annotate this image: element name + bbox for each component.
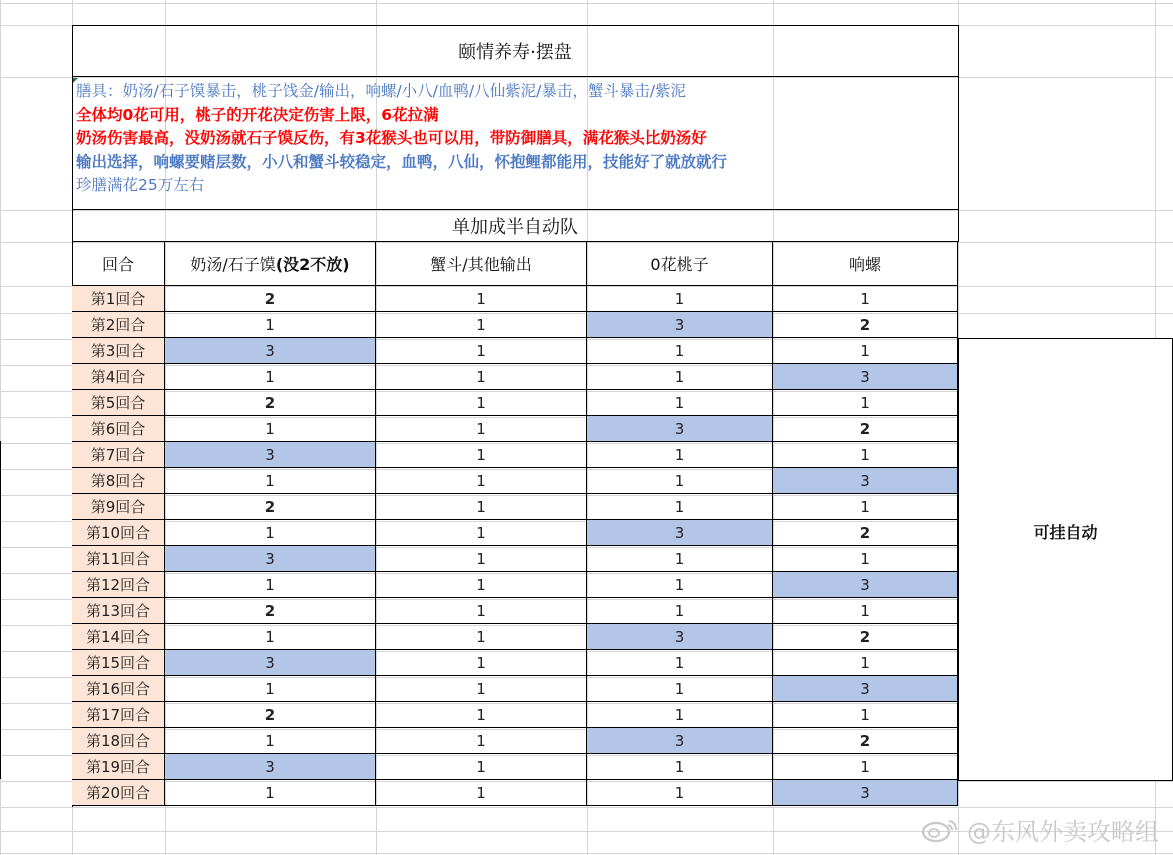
table-cell[interactable]: 1	[587, 572, 773, 598]
table-cell[interactable]: 1	[376, 390, 587, 416]
table-cell[interactable]: 1	[376, 676, 587, 702]
weibo-logo-icon	[919, 817, 961, 843]
table-cell[interactable]: 1	[587, 676, 773, 702]
table-cell[interactable]: 1	[587, 390, 773, 416]
table-cell[interactable]: 1	[773, 754, 958, 780]
auto-note-cell[interactable]	[958, 338, 1173, 781]
auto-note-text: 可挂自动	[1033, 523, 1098, 542]
table-cell[interactable]: 1	[165, 624, 376, 650]
table-cell[interactable]: 1	[773, 286, 958, 312]
table-cell[interactable]: 3	[165, 338, 376, 364]
round-label[interactable]: 第19回合	[72, 754, 165, 780]
table-cell[interactable]: 3	[773, 676, 958, 702]
table-cell[interactable]: 1	[376, 546, 587, 572]
table-cell[interactable]: 1	[587, 494, 773, 520]
round-label[interactable]: 第1回合	[72, 286, 165, 312]
table-cell[interactable]: 1	[773, 494, 958, 520]
note-line: 奶汤伤害最高，没奶汤就石子馍反伤，有3花猴头也可以用，带防御膳具，满花猴头比奶汤好	[76, 129, 707, 147]
note-line: 输出选择，响螺要赌层数，小八和蟹斗较稳定，血鸭，八仙，怀抱鲤都能用，技能好了就放就行	[76, 152, 728, 171]
round-label[interactable]: 第2回合	[72, 312, 165, 338]
table-cell[interactable]: 3	[587, 624, 773, 650]
table-cell[interactable]: 1	[376, 702, 587, 728]
table-cell[interactable]: 3	[165, 650, 376, 676]
table-cell[interactable]: 1	[376, 468, 587, 494]
table-cell[interactable]: 3	[165, 546, 376, 572]
round-label[interactable]: 第17回合	[72, 702, 165, 728]
table-cell[interactable]: 1	[165, 364, 376, 390]
table-cell[interactable]: 1	[587, 754, 773, 780]
round-label[interactable]: 第12回合	[72, 572, 165, 598]
round-label[interactable]: 第13回合	[72, 598, 165, 624]
table-cell[interactable]: 1	[376, 520, 587, 546]
round-label[interactable]: 第10回合	[72, 520, 165, 546]
round-label[interactable]: 第15回合	[72, 650, 165, 676]
table-cell[interactable]: 2	[773, 520, 958, 546]
table-cell[interactable]: 3	[587, 520, 773, 546]
table-cell[interactable]: 1	[376, 598, 587, 624]
team-subtitle: 单加成半自动队	[452, 216, 578, 238]
left-border-line	[0, 441, 1, 779]
header-round[interactable]: 回合	[72, 242, 165, 286]
table-cell[interactable]: 1	[165, 676, 376, 702]
table-cell[interactable]: 2	[773, 312, 958, 338]
table-cell[interactable]: 1	[376, 624, 587, 650]
table-cell[interactable]: 1	[587, 442, 773, 468]
round-label[interactable]: 第8回合	[72, 468, 165, 494]
round-label[interactable]: 第6回合	[72, 416, 165, 442]
header-conch[interactable]: 响螺	[773, 242, 958, 286]
header-crab[interactable]: 蟹斗/其他输出	[376, 242, 587, 286]
table-cell[interactable]: 1	[165, 780, 376, 806]
table-cell[interactable]: 1	[587, 650, 773, 676]
table-cell[interactable]: 1	[376, 312, 587, 338]
table-cell[interactable]: 2	[773, 624, 958, 650]
table-cell[interactable]: 1	[165, 416, 376, 442]
table-cell[interactable]: 2	[773, 728, 958, 754]
round-label[interactable]: 第20回合	[72, 780, 165, 806]
header-label: 奶汤/石子馍	[190, 255, 276, 274]
table-cell[interactable]: 1	[165, 520, 376, 546]
table-cell[interactable]: 1	[773, 702, 958, 728]
table-cell[interactable]: 1	[773, 442, 958, 468]
table-cell[interactable]: 3	[773, 364, 958, 390]
table-cell[interactable]: 1	[587, 546, 773, 572]
round-label[interactable]: 第16回合	[72, 676, 165, 702]
note-line: 珍膳满花25万左右	[76, 176, 205, 194]
round-label[interactable]: 第5回合	[72, 390, 165, 416]
watermark-text: @东风外卖攻略组	[967, 818, 1159, 846]
table-cell[interactable]: 3	[773, 780, 958, 806]
header-peach[interactable]: 0花桃子	[587, 242, 773, 286]
table-cell[interactable]: 1	[165, 728, 376, 754]
table-cell[interactable]: 1	[376, 442, 587, 468]
table-cell[interactable]: 1	[587, 598, 773, 624]
round-label[interactable]: 第18回合	[72, 728, 165, 754]
header-milk-soup[interactable]	[165, 242, 376, 286]
round-label[interactable]: 第14回合	[72, 624, 165, 650]
table-cell[interactable]: 2	[165, 598, 376, 624]
table-cell[interactable]: 3	[587, 312, 773, 338]
comment-marker-icon	[73, 78, 78, 83]
table-cell[interactable]: 1	[773, 650, 958, 676]
table-cell[interactable]: 1	[773, 338, 958, 364]
table-cell[interactable]: 1	[376, 338, 587, 364]
table-cell[interactable]: 1	[587, 780, 773, 806]
table-cell[interactable]: 1	[587, 468, 773, 494]
table-cell[interactable]: 1	[587, 702, 773, 728]
round-label[interactable]: 第9回合	[72, 494, 165, 520]
table-cell[interactable]: 2	[165, 494, 376, 520]
weibo-watermark	[919, 812, 1159, 847]
table-cell[interactable]: 1	[376, 572, 587, 598]
table-cell[interactable]: 3	[587, 728, 773, 754]
subtitle-cell[interactable]	[72, 210, 959, 242]
table-cell[interactable]: 1	[773, 390, 958, 416]
table-cell[interactable]: 1	[376, 780, 587, 806]
table-cell[interactable]: 2	[165, 702, 376, 728]
plating-table	[72, 25, 959, 807]
table-cell[interactable]: 1	[587, 338, 773, 364]
table-cell[interactable]: 1	[165, 572, 376, 598]
round-label[interactable]: 第3回合	[72, 338, 165, 364]
table-cell[interactable]: 1	[773, 546, 958, 572]
table-cell[interactable]: 3	[773, 468, 958, 494]
table-cell[interactable]: 2	[165, 390, 376, 416]
table-cell[interactable]: 2	[773, 416, 958, 442]
table-cell[interactable]: 1	[587, 364, 773, 390]
table-cell[interactable]: 3	[165, 754, 376, 780]
note-line: 全体均0花可用，桃子的开花决定伤害上限，6花拉满	[76, 105, 439, 124]
note-line: 膳具：奶汤/石子馍暴击，桃子饯金/输出，响螺/小八/血鸭/八仙紫泥/暴击，蟹斗暴击/紫泥	[76, 82, 687, 100]
table-cell[interactable]: 1	[587, 286, 773, 312]
table-cell[interactable]: 1	[773, 598, 958, 624]
header-note: (没2不放)	[275, 255, 350, 274]
table-cell[interactable]: 1	[376, 286, 587, 312]
table-cell[interactable]: 1	[376, 364, 587, 390]
round-label[interactable]: 第7回合	[72, 442, 165, 468]
table-cell[interactable]: 1	[165, 312, 376, 338]
table-cell[interactable]: 3	[773, 572, 958, 598]
table-cell[interactable]: 2	[165, 286, 376, 312]
table-cell[interactable]: 1	[376, 728, 587, 754]
table-cell[interactable]: 1	[376, 754, 587, 780]
table-cell[interactable]: 1	[376, 416, 587, 442]
title-cell[interactable]	[72, 25, 959, 77]
notes-cell[interactable]	[72, 77, 959, 210]
round-label[interactable]: 第11回合	[72, 546, 165, 572]
table-cell[interactable]: 1	[165, 468, 376, 494]
table-cell[interactable]: 1	[376, 494, 587, 520]
table-cell[interactable]: 3	[165, 442, 376, 468]
round-label[interactable]: 第4回合	[72, 364, 165, 390]
table-cell[interactable]: 3	[587, 416, 773, 442]
table-cell[interactable]: 1	[376, 650, 587, 676]
page-title: 颐情养寿·摆盘	[458, 41, 572, 63]
